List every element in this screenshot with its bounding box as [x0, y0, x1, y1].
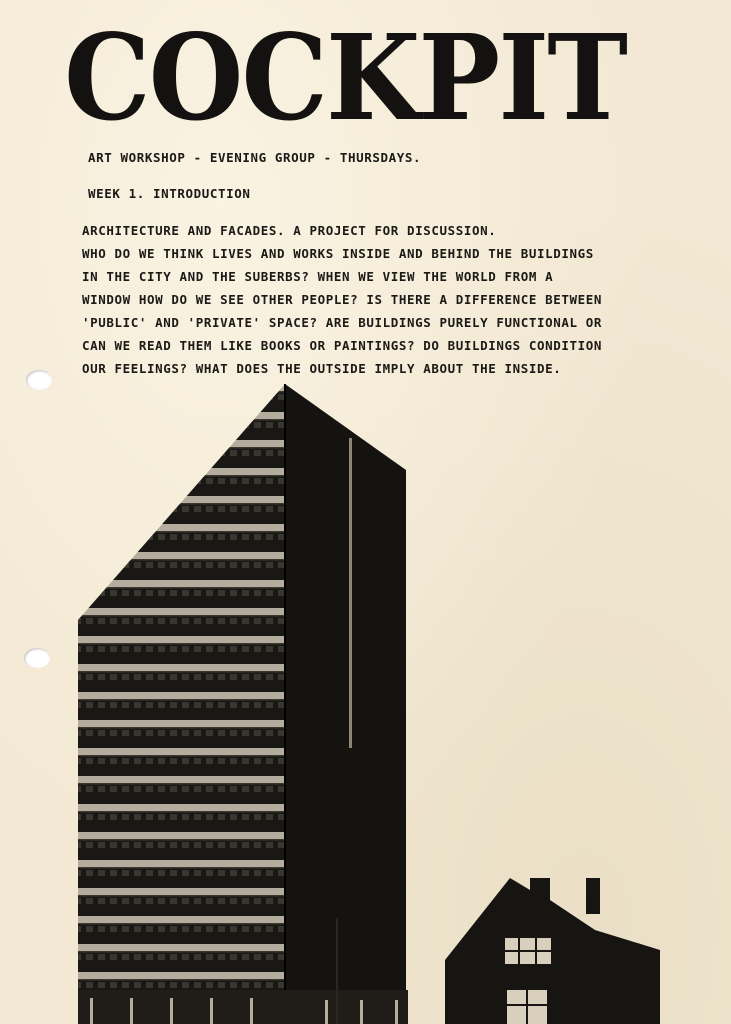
punch-hole-bottom — [24, 648, 50, 668]
tower-front-face — [78, 384, 285, 1024]
body-text — [82, 219, 682, 380]
subtitle: ART WORKSHOP - EVENING GROUP - THURSDAYS. — [88, 150, 422, 165]
body-line: 'PUBLIC' AND 'PRIVATE' SPACE? ARE BUILDINGS PURELY FUNCTIONAL OR — [82, 315, 603, 330]
body-line: ARCHITECTURE AND FACADES. A PROJECT FOR DISCUSSION. — [82, 223, 497, 238]
punch-hole-top — [26, 370, 52, 390]
body-line: WHO DO WE THINK LIVES AND WORKS INSIDE AND BEHIND THE BUILDINGS — [82, 246, 594, 261]
house-silhouette — [445, 878, 660, 1024]
body-line: IN THE CITY AND THE SUBERBS? WHEN WE VIEW THE WORLD FROM A — [82, 269, 554, 284]
ground-strip — [78, 990, 408, 1024]
tower-side-face — [285, 384, 406, 1024]
body-line: CAN WE READ THEM LIKE BOOKS OR PAINTINGS? DO BUILDINGS CONDITION — [82, 338, 603, 353]
body-line: OUR FEELINGS? WHAT DOES THE OUTSIDE IMPLY ABOUT THE INSIDE. — [82, 361, 562, 376]
document-title: COCKPIT — [64, 8, 627, 147]
tower-side-windows — [349, 438, 352, 748]
week-heading: WEEK 1. INTRODUCTION — [88, 186, 251, 201]
body-line: WINDOW HOW DO WE SEE OTHER PEOPLE? IS THERE A DIFFERENCE BETWEEN — [82, 292, 603, 307]
tower-block-and-house-photo-icon — [60, 378, 670, 1024]
